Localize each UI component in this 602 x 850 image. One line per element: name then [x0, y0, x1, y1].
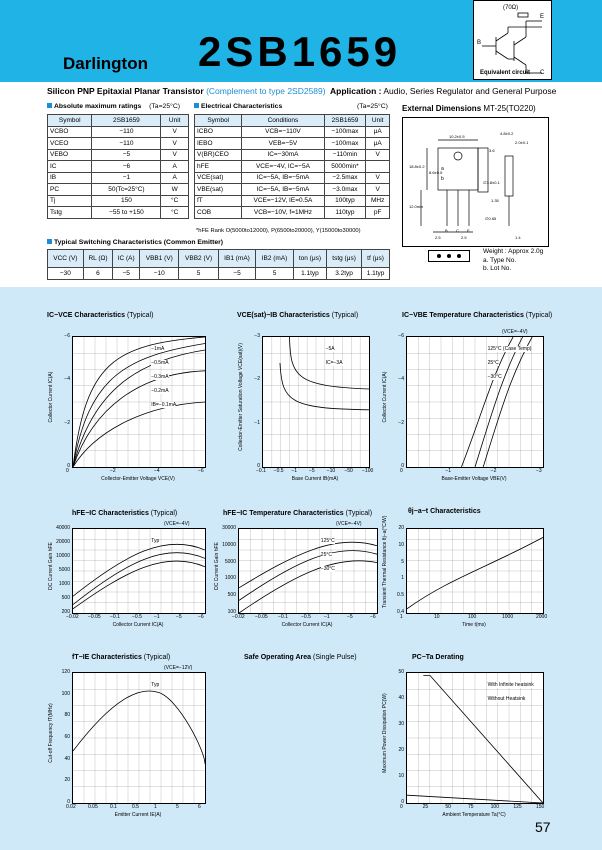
- table-row: VCC (V) RL (Ω) IC (A) VBB1 (V) VBB2 (V) IB1 (mA) IB2 (mA) ton (μs) tstg (μs) tf (μs): [48, 250, 390, 268]
- graph-svg: [73, 673, 205, 803]
- subtitle-text: Silicon PNP Epitaxial Planar Transistor: [47, 86, 204, 96]
- hfe-rank-note: *hFE Rank O(5000to12000), P(6500to20000), Y(15000to30000): [196, 228, 361, 234]
- square-bullet-icon: [47, 239, 52, 244]
- graph-plot: [238, 528, 378, 614]
- graph-svg: [407, 337, 543, 467]
- elec-title: Electrical Characteristics: [194, 103, 282, 110]
- x-tick-label: 0: [400, 468, 403, 474]
- y-axis-label: Collector Current IC(A): [382, 371, 388, 423]
- y-tick-label: −3: [254, 333, 260, 339]
- y-tick-label: 0: [257, 463, 260, 469]
- x-tick-label: 100: [490, 804, 499, 810]
- curve-label: Typ: [151, 682, 160, 688]
- x-tick-label: −100: [362, 468, 374, 474]
- x-tick-label: 25: [422, 804, 429, 810]
- y-tick-label: 0: [67, 799, 70, 805]
- table-row: VBE(sat) IC=−5A, IB=−5mA −3.0max V: [195, 184, 390, 196]
- y-tick-label: −2: [64, 419, 70, 426]
- table-row: VEBO −5 V: [48, 149, 189, 161]
- y-tick-label: 0: [401, 463, 404, 469]
- table-row: IEBO VEB=−5V −100max μA: [195, 138, 390, 150]
- y-axis-label: Transient Thermal Resistance θj−a(°C/W): [382, 515, 388, 608]
- y-tick-label: 20000: [56, 539, 70, 545]
- external-dimensions-title: External Dimensions MT-25(TO220): [402, 104, 536, 113]
- y-tick-label: 5000: [224, 558, 236, 565]
- table-row: hFE VCE=−4V, IC=−5A 5000min*: [195, 161, 390, 173]
- part-number: 2SB1659: [198, 28, 402, 75]
- abs-max-table: [47, 114, 189, 219]
- y-tick-label: −4: [398, 376, 404, 383]
- graph-title: hFE−IC Characteristics (Typical): [72, 510, 178, 517]
- x-tick-label: −1: [154, 614, 160, 620]
- graph-svg: [263, 337, 369, 467]
- graph-curve: [423, 676, 543, 803]
- x-tick-label: −0.1: [278, 614, 288, 620]
- x-tick-label: 10: [434, 614, 440, 620]
- y-tick-label: 20: [64, 777, 70, 784]
- table-row: ICBO VCB=−110V −100max μA: [195, 126, 390, 138]
- graph-plot: [72, 528, 206, 614]
- abs-max-title: Absolute maximum ratings (Ta=25°C): [47, 103, 180, 110]
- graph-title: VCE(sat)−IB Characteristics (Typical): [237, 312, 359, 319]
- subtitle: [47, 86, 326, 96]
- y-tick-label: 100: [227, 609, 236, 615]
- x-axis-label: Collector-Emitter Voltage VCE(V): [101, 476, 175, 482]
- y-tick-label: 10000: [56, 553, 70, 559]
- y-axis-label: Collector Current IC(A): [48, 371, 54, 423]
- table-row: COB VCB=−10V, f=1MHz 110typ pF: [195, 207, 390, 219]
- y-tick-label: 50: [398, 669, 404, 675]
- y-axis-label: DC Current Gain hFE: [48, 542, 54, 590]
- curve-label: IC=−3A: [325, 360, 343, 366]
- x-tick-label: −10: [326, 468, 336, 474]
- x-axis-label: Base Current IB(mA): [291, 476, 339, 482]
- page-number: 57: [535, 819, 551, 835]
- x-axis-label: Collector Current IC(A): [281, 622, 333, 628]
- y-axis-label: Cut-off Frequency fT(MHz): [48, 703, 54, 763]
- y-tick-label: 500: [227, 592, 236, 599]
- x-tick-label: −6: [198, 614, 204, 620]
- graph-condition: (VCE=−4V): [164, 521, 190, 527]
- y-tick-label: 5: [401, 558, 404, 565]
- graph-title: fT−IE Characteristics (Typical): [72, 654, 171, 661]
- x-tick-label: 2000: [536, 614, 548, 620]
- x-tick-label: −0.05: [88, 614, 101, 620]
- graph-title: Safe Operating Area (Single Pulse): [244, 654, 357, 661]
- package-drawing: 10.2±0.5 4.8±0.2 2.0±0.1 3.6 18.8±0.2 8.6±0.5 12.0min 1.35 2.5 2.5 1.4 ∅3.8±0.1 ∅0.65 B C E a b: [402, 117, 549, 247]
- table-row: Symbol Conditions 2SB1659 Unit: [195, 115, 390, 127]
- x-tick-label: 100: [468, 614, 477, 620]
- switching-title: Typical Switching Characteristics (Common Emitter): [47, 239, 223, 246]
- application-label: Application :: [330, 86, 382, 96]
- square-bullet-icon: [47, 103, 52, 108]
- graph-condition: (VCE=−4V): [502, 329, 528, 335]
- curve-label: −30°C: [487, 374, 502, 380]
- x-tick-label: −5: [309, 468, 315, 474]
- y-tick-label: 0: [401, 799, 404, 805]
- x-tick-label: −4: [154, 468, 160, 474]
- graph-condition: (VCE=−12V): [164, 665, 193, 671]
- application-text: Audio, Series Regulator and General Purpose: [383, 86, 557, 96]
- graph-condition: (VCE=−4V): [336, 521, 362, 527]
- y-tick-label: 80: [64, 712, 70, 719]
- x-tick-label: 0.02: [66, 804, 76, 810]
- table-row: IB −1 A: [48, 172, 189, 184]
- x-tick-label: −2: [490, 468, 497, 474]
- y-tick-label: −2: [398, 419, 404, 426]
- x-tick-label: 0.05: [88, 804, 98, 810]
- y-tick-label: 0.5: [397, 592, 404, 599]
- graph-title: IC−VBE Temperature Characteristics (Typical): [402, 312, 553, 319]
- equivalent-circuit: [473, 0, 552, 80]
- graph-plot: [72, 336, 206, 468]
- x-tick-label: −1: [324, 614, 330, 620]
- graph-svg: [73, 529, 205, 613]
- equiv-note: (70Ω): [503, 5, 519, 11]
- x-tick-label: −0.5: [132, 614, 142, 620]
- y-tick-label: 40000: [56, 525, 70, 531]
- y-tick-label: 30: [398, 721, 404, 727]
- curve-label: −5A: [325, 346, 335, 352]
- curve-label: 125°C (Case Temp): [487, 346, 532, 352]
- graph-plot: [406, 336, 544, 468]
- curve-label: 25°C: [487, 360, 499, 366]
- y-tick-label: −1: [254, 419, 260, 426]
- package-outline-icon: [403, 118, 548, 246]
- graph-plot: [406, 672, 544, 804]
- x-tick-label: 125: [513, 804, 522, 810]
- x-tick-label: −6: [370, 614, 376, 620]
- y-axis-label: Collector-Emitter Saturation Voltage VCE(sat)(V): [238, 343, 244, 451]
- x-tick-label: 6: [198, 804, 201, 810]
- x-tick-label: 1000: [502, 614, 514, 620]
- curve-label: −1mA: [151, 346, 165, 352]
- x-tick-label: 0: [400, 804, 403, 810]
- y-tick-label: 1000: [58, 581, 70, 587]
- y-tick-label: −4: [64, 376, 70, 383]
- table-row: VCBO −110 V: [48, 126, 189, 138]
- y-axis-label: Maximum Power Dissipation PC(W): [382, 693, 388, 773]
- x-tick-label: 150: [536, 804, 545, 810]
- equivalent-circuit-icon: [474, 1, 551, 79]
- curve-label: With Infinite heatsink: [487, 682, 534, 688]
- y-tick-label: 60: [64, 734, 70, 740]
- pin-c: C: [540, 70, 545, 76]
- y-tick-label: 500: [61, 595, 70, 601]
- graph-svg: [73, 337, 205, 467]
- x-tick-label: −50: [344, 468, 353, 474]
- curve-label: Without Heatsink: [487, 696, 526, 702]
- graph-title: θj−a−t Characteristics: [408, 508, 481, 515]
- brand-label: Darlington: [63, 54, 148, 73]
- y-tick-label: 1000: [224, 575, 236, 582]
- table-row: Tstg −55 to +150 °C: [48, 207, 189, 219]
- x-tick-label: −5: [347, 614, 353, 620]
- pin-pattern-icon: [428, 250, 470, 262]
- y-tick-label: 5000: [58, 567, 70, 573]
- graph-plot: [72, 672, 206, 804]
- package-notes: Weight : Approx 2.0g a. Type No. b. Lot No.: [483, 248, 544, 272]
- x-tick-label: −1: [445, 468, 452, 474]
- graph-curve: [280, 363, 369, 410]
- y-tick-label: 10: [398, 541, 404, 548]
- table-row: V(BR)CEO IC=−30mA −110min V: [195, 149, 390, 161]
- y-tick-label: 10000: [222, 541, 236, 548]
- curve-label: Typ: [151, 538, 160, 544]
- curve-label: −0.2mA: [151, 388, 169, 394]
- y-tick-label: 20: [398, 525, 404, 531]
- graph-title: hFE−IC Temperature Characteristics (Typical): [223, 510, 373, 517]
- table-row: PC 50(Tc=25°C) W: [48, 184, 189, 196]
- y-tick-label: −6: [398, 333, 404, 339]
- x-tick-label: −0.1: [256, 468, 266, 474]
- x-tick-label: −0.1: [110, 614, 120, 620]
- y-tick-label: 30000: [222, 525, 236, 531]
- x-axis-label: Ambient Temperature Ta(°C): [442, 812, 506, 818]
- complement-text: (Complement to type 2SD2589): [206, 86, 326, 96]
- x-tick-label: 75: [468, 804, 474, 810]
- y-tick-label: 40: [64, 755, 70, 762]
- x-tick-label: 0: [66, 468, 69, 474]
- application: [330, 86, 556, 96]
- x-tick-label: 1: [154, 804, 157, 810]
- x-axis-label: Collector Current IC(A): [112, 622, 164, 628]
- elec-table: [194, 114, 390, 219]
- table-row: fT VCE=−12V, IE=0.5A 100typ MHz: [195, 195, 390, 207]
- y-tick-label: −6: [64, 333, 70, 339]
- elec-cond: (Ta=25°C): [357, 103, 388, 110]
- y-tick-label: 0: [67, 463, 70, 469]
- y-tick-label: 20: [398, 747, 404, 753]
- x-axis-label: Base-Emitter Voltage VBE(V): [441, 476, 507, 482]
- graph-svg: [407, 673, 543, 803]
- curve-label: 25°C: [320, 552, 332, 558]
- y-tick-label: 120: [61, 669, 70, 675]
- x-tick-label: −0.5: [301, 614, 311, 620]
- y-tick-label: 40: [398, 695, 404, 701]
- curve-label: 125°C: [320, 538, 335, 544]
- x-tick-label: 5: [176, 804, 179, 810]
- curve-label: IB=−0.1mA: [151, 402, 177, 408]
- table-row: −30 6 −5 −10 5 −5 5 1.1typ 3.2typ 1.1typ: [48, 268, 390, 280]
- x-tick-label: −1: [291, 468, 298, 474]
- x-tick-label: 0.5: [132, 804, 139, 810]
- graph-title: IC−VCE Characteristics (Typical): [47, 312, 154, 319]
- pin-e: E: [540, 14, 545, 20]
- x-tick-label: −0.02: [66, 614, 79, 620]
- curve-label: −30°C: [320, 566, 335, 572]
- curve-label: −0.5mA: [151, 360, 169, 366]
- curve-label: −0.3mA: [151, 374, 169, 380]
- y-axis-label: DC Current Gain hFE: [214, 542, 220, 590]
- x-tick-label: −0.05: [255, 614, 268, 620]
- table-row: Symbol 2SB1659 Unit: [48, 115, 189, 127]
- x-axis-label: Time t(ms): [462, 622, 486, 628]
- y-tick-label: 1: [401, 575, 404, 582]
- square-bullet-icon: [194, 103, 199, 108]
- y-tick-label: −2: [254, 376, 260, 383]
- y-tick-label: 10: [398, 773, 404, 779]
- switching-table: [47, 249, 390, 280]
- table-row: IC −6 A: [48, 161, 189, 173]
- x-tick-label: −6: [198, 468, 204, 474]
- table-row: Tj 150 °C: [48, 195, 189, 207]
- pin-b: B: [477, 40, 482, 46]
- x-tick-label: −2: [110, 468, 116, 474]
- graph-title: PC−Ta Derating: [412, 654, 464, 661]
- x-tick-label: −0.02: [232, 614, 245, 620]
- equivalent-circuit-label: Equivalent circuit: [480, 70, 531, 76]
- x-axis-label: Emitter Current IE(A): [114, 812, 162, 818]
- x-tick-label: 0.1: [110, 804, 117, 810]
- x-tick-label: 50: [445, 804, 451, 810]
- graph-plot: [406, 528, 544, 614]
- graph-svg: [239, 529, 377, 613]
- y-tick-label: 0.4: [397, 609, 404, 615]
- x-tick-label: 1: [400, 614, 403, 620]
- y-tick-label: 100: [61, 690, 70, 697]
- x-tick-label: −3: [536, 468, 542, 474]
- y-tick-label: 200: [61, 609, 70, 615]
- graph-svg: [407, 529, 543, 613]
- table-row: VCE(sat) IC=−5A, IB=−5mA −2.5max V: [195, 172, 390, 184]
- graph-plot: [262, 336, 370, 468]
- x-tick-label: −0.5: [273, 468, 284, 474]
- table-row: VCEO −110 V: [48, 138, 189, 150]
- x-tick-label: −5: [176, 614, 182, 620]
